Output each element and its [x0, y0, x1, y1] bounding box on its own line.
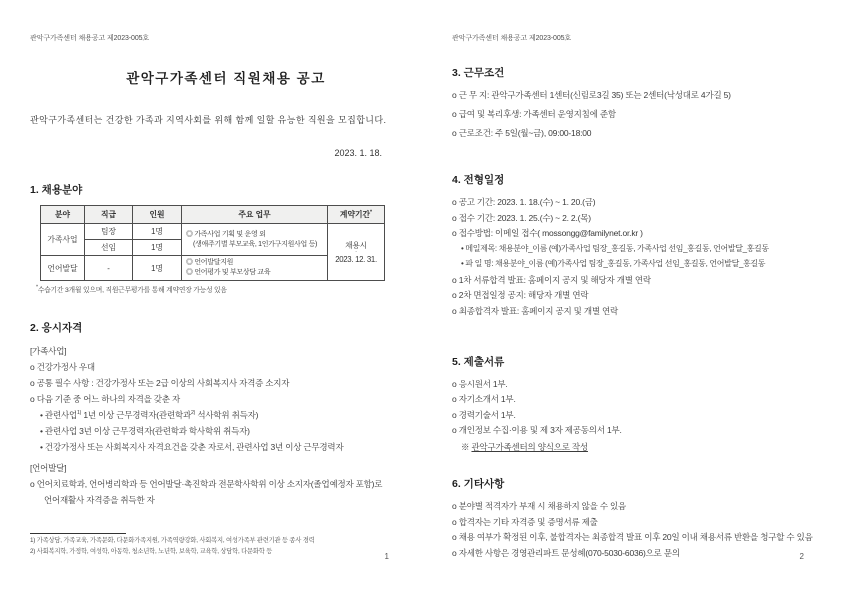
contract-start: 채용시 [345, 240, 367, 250]
cell-contract-period [328, 224, 385, 281]
section-heading-qualification: 2. 응시자격 [30, 322, 83, 334]
footnote-ref-1: 1) [76, 410, 82, 417]
col-header-field: 분야 [41, 206, 85, 224]
section-other-notes [452, 476, 824, 558]
footnote-1: 1) 가족상담, 가족교육, 가족문화, 다문화가족지원, 가족역량강화, 사회복지, 여성가족부 관련기관 등 종사 경력 [30, 537, 315, 544]
duty-family-line1: ◎ 가족사업 기획 및 운영 외 [186, 230, 266, 238]
duty-language-line1: ◎ 언어발달지원 [186, 259, 234, 266]
footnote-divider [30, 533, 126, 534]
cell-rank-senior: 선임 [85, 240, 133, 256]
documents-form-note [452, 442, 824, 452]
schedule-item: o 1차 서류합격 발표: 홈페이지 공지 및 해당자 개별 연락 [452, 274, 651, 285]
schedule-item: o 접수방법: 이메일 접수( mossongg@familynet.or.kr ) [452, 228, 643, 238]
cell-count-senior: 1명 [133, 240, 182, 256]
document-item: o 응시원서 1부. [452, 378, 508, 389]
announcement-date: 2023. 1. 18. [334, 148, 382, 158]
cell-field-language: 언어발달 [41, 256, 85, 281]
doc-number: 관악구가족센터 채용공고 제2023-005호 [452, 35, 572, 42]
col-header-duties: 주요 업무 [182, 206, 328, 224]
schedule-item: o 공고 기간: 2023. 1. 18.(수) ~ 1. 20.(금) [452, 197, 596, 207]
qual-family-label: [가족사업] [30, 346, 67, 356]
cell-field-family: 가족사업 [41, 224, 85, 256]
schedule-item: o 접수 기간: 2023. 1. 25.(수) ~ 2. 2.(목) [452, 212, 591, 223]
announcement-title: 관악구가족센터 직원채용 공고 [126, 71, 326, 86]
etc-item: o 자세한 사항은 경영관리파트 문성혜(070-5030-6036)으로 문의 [452, 547, 680, 558]
cell-rank-leader: 팀장 [85, 224, 133, 240]
schedule-item: o 2차 면접일정 공지: 해당자 개별 연락 [452, 290, 589, 300]
qual-family-item: o 공통 필수 사항 : 건강가정사 또는 2급 이상의 사회복지사 자격증 소지자 [30, 378, 290, 388]
work-item: o 근로조건: 주 5일(월~금), 09:00-18:00 [452, 128, 592, 138]
section-qualification [30, 320, 422, 505]
etc-item: o 합격자는 기타 자격증 및 증명서류 제출 [452, 516, 598, 527]
cell-rank-language: - [85, 256, 133, 281]
document-item: o 개인정보 수집·이용 및 제 3자 제공동의서 1부. [452, 425, 622, 435]
section-heading-other-notes: 6. 기타사항 [452, 478, 505, 490]
duty-family-line2: (생애주기별 부모교육, 1인가구지원사업 등) [193, 240, 318, 248]
document-item: o 경력기술서 1부. [452, 409, 516, 420]
col-header-rank: 직급 [85, 206, 133, 224]
col-header-headcount: 인원 [133, 206, 182, 224]
section-work-conditions [452, 65, 824, 138]
qual-language-label: [언어발달] [30, 463, 67, 473]
work-item: o 근 무 지: 관악구가족센터 1센터(신림로3길 35) 또는 2센터(낙성대로 4가길 5) [452, 90, 731, 100]
cell-count-leader: 1명 [133, 224, 182, 240]
schedule-subitem-file-name: • 파 일 명: 채용분야_이름 (예)가족사업 팀장_홍길동, 가족사업 선임_홍길동, 언어발달_홍길동 [461, 259, 766, 268]
schedule-item: o 최종합격자 발표: 홈페이지 공지 및 개별 연락 [452, 305, 619, 316]
contract-asterisk: * [370, 209, 373, 216]
footnote-2: 2) 사회복지학, 가정학, 여성학, 아동학, 청소년학, 노년학, 보육학, 교육학, 상담학, 다문화학 등 [30, 548, 273, 555]
cell-count-language: 1명 [133, 256, 182, 281]
duty-language-line2: ◎ 언어평가 및 부모상담 교육 [186, 269, 271, 276]
section-heading-selection-schedule: 4. 전형일정 [452, 174, 505, 186]
work-item: o 급여 및 복리후생: 가족센터 운영지침에 준함 [452, 109, 616, 119]
cell-duty-family [182, 224, 328, 256]
etc-item: o 채용 여부가 확정된 이후, 불합격자는 최종합격 발표 이후 20일 이내 채용서류 반환을 청구할 수 있음 [452, 532, 813, 542]
section-heading-required-documents: 5. 제출서류 [452, 355, 505, 368]
section-selection-schedule [452, 172, 824, 316]
schedule-subitem-mail-title: • 메일제목: 채용분야_이름 (예)가족사업 팀장_홍길동, 가족사업 선임_홍길동, 언어발달_홍길동 [461, 243, 769, 253]
etc-item: o 분야별 적격자가 부재 시 채용하지 않을 수 있음 [452, 501, 627, 511]
contract-end: 2023. 12. 31. [335, 254, 377, 264]
doc-number: 관악구가족센터 채용공고 제2023-005호 [30, 35, 150, 42]
cell-duty-language [182, 256, 328, 281]
col-header-contract: 계약기간* [328, 206, 385, 224]
qual-family-item: o 건강가정사 우대 [30, 362, 95, 372]
qual-language-line1: o 언어치료학과, 언어병리학과 등 언어발달·촉진학과 전문학사학위 이상 소지자(졸업예정자 포함)로 [30, 479, 383, 489]
contract-dash: - [355, 248, 357, 255]
reference-mark: ※ [461, 442, 472, 452]
footnote-ref-2: 2) [190, 410, 196, 417]
section-heading-work-conditions: 3. 근무조건 [452, 67, 505, 79]
table-header-row [41, 206, 385, 224]
intro-text: 관악구가족센터는 건강한 가족과 지역사회를 위해 함께 일할 유능한 직원을 모집합니다. [30, 115, 387, 125]
recruit-table [40, 205, 385, 281]
page-2 [452, 0, 824, 595]
qual-criteria-3: • 건강가정사 또는 사회복지사 자격요건을 갖춘 자로서, 관련사업 3년 이상 근무경력자 [40, 442, 344, 452]
page-number: 2 [799, 552, 804, 561]
page-number: 1 [384, 552, 389, 561]
qual-language-line2: 언어재활사 자격증을 취득한 자 [44, 495, 155, 505]
table-footnote: *수습기간 3개월 있으며, 직원근무평가를 통해 계약연장 가능성 있음 [36, 284, 227, 294]
qual-criteria-2: • 관련사업 3년 이상 근무경력자(관련학과 학사학위 취득자) [40, 426, 250, 436]
qual-family-item: o 다음 기준 중 어느 하나의 자격을 갖춘 자 [30, 394, 180, 404]
section-heading-recruit-fields: 1. 채용분야 [30, 184, 83, 196]
page-1 [30, 0, 422, 595]
section-required-documents [452, 354, 824, 453]
table-row-family-leader [41, 224, 385, 240]
qual-criteria-1: • 관련사업$^{1)}$ 1년 이상 근무경력자(관련학과$^{2)}$ 석사학위 취득자) [40, 410, 259, 420]
document-item: o 자기소개서 1부. [452, 394, 516, 404]
documents-form-note-text: 관악구가족센터의 양식으로 작성 [471, 442, 588, 452]
